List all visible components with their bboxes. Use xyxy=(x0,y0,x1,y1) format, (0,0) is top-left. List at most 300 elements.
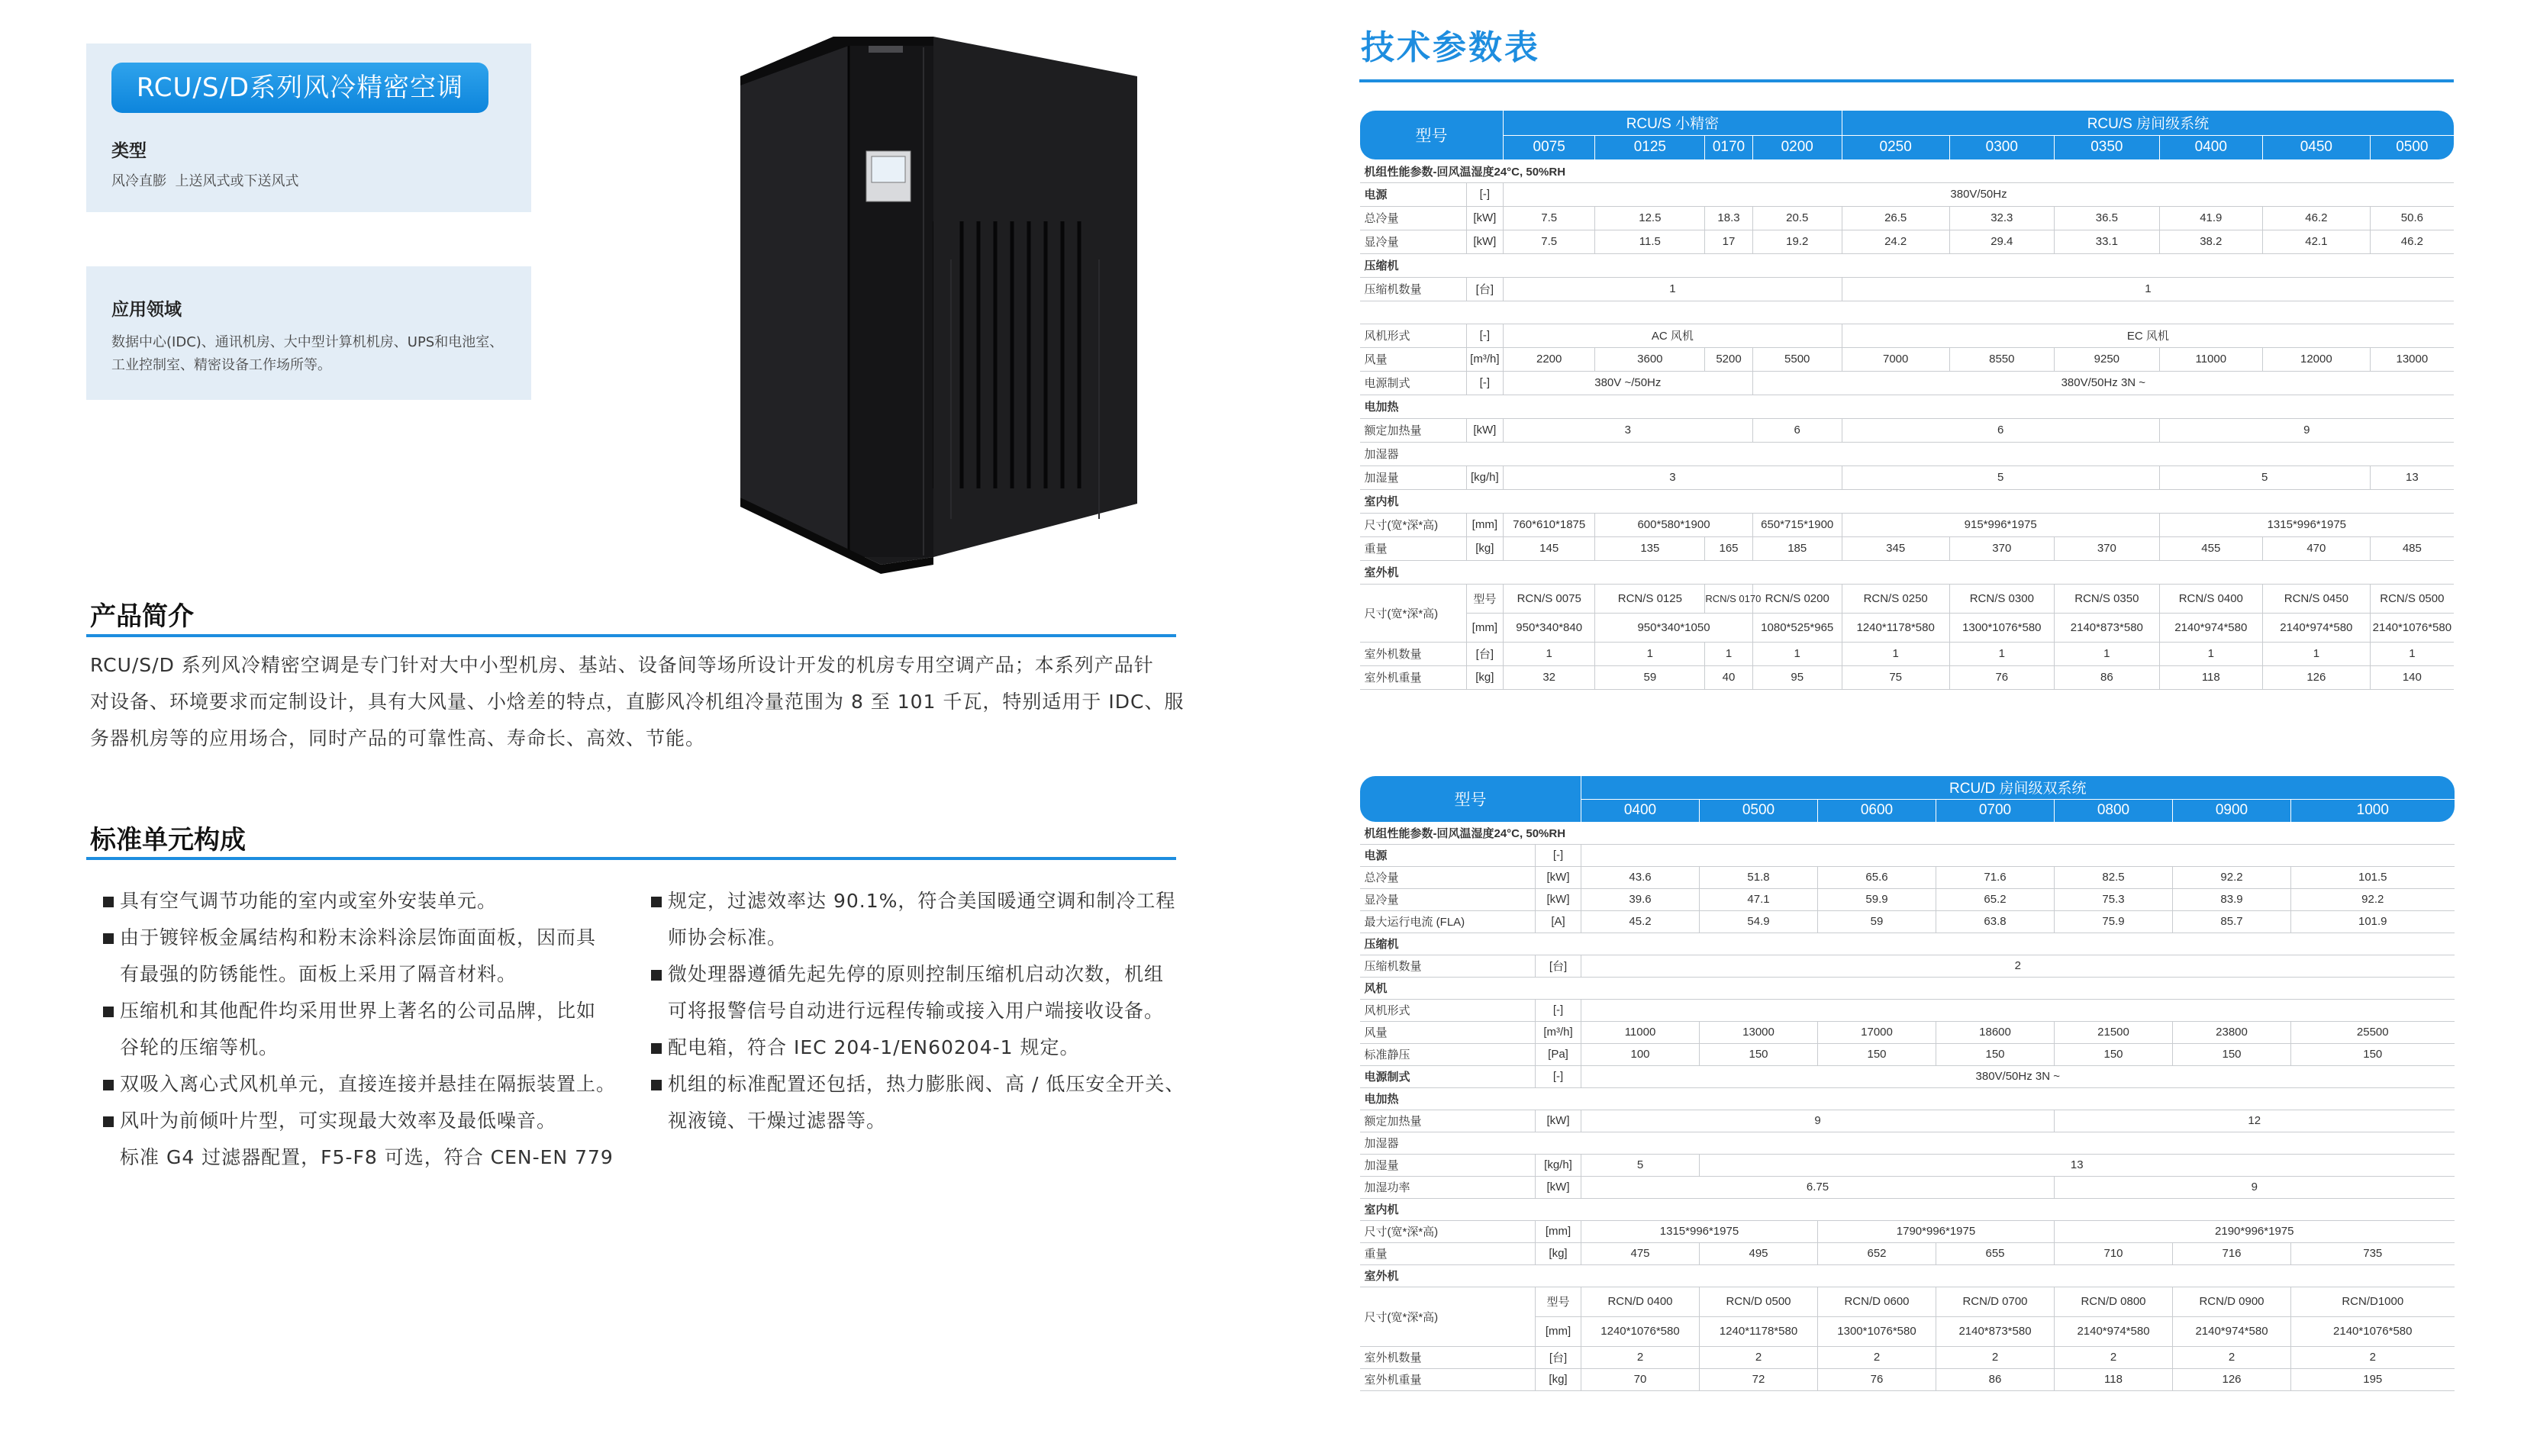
intro-rule xyxy=(86,634,1176,637)
cell: 1315*996*1975 xyxy=(1581,1220,1818,1242)
section-row: 加湿器 xyxy=(1360,1132,2455,1154)
cell: 600*580*1900 xyxy=(1595,513,1752,536)
model-col: 0400 xyxy=(2159,135,2262,159)
cell: 8550 xyxy=(1949,347,2055,371)
cell: 1240*1076*580 xyxy=(1581,1316,1700,1346)
model-col: 0400 xyxy=(1581,799,1700,822)
group-room: RCU/S 房间级系统 xyxy=(1842,111,2454,135)
row-label: 额定加热量 xyxy=(1360,418,1467,442)
cell: 2 xyxy=(2291,1346,2455,1368)
intro-line-3: 务器机房等的应用场合，同时产品的可靠性高、寿命长、高效、节能。 xyxy=(90,727,706,749)
row-unit: [kW] xyxy=(1536,1110,1581,1132)
cell: 3600 xyxy=(1595,347,1705,371)
cell: 126 xyxy=(2262,665,2370,689)
spacer-row xyxy=(1360,301,2455,324)
row-label: 重量 xyxy=(1360,1242,1536,1264)
row-label: 加湿量 xyxy=(1360,1154,1536,1176)
cell: 46.2 xyxy=(2370,230,2454,253)
model-col: 1000 xyxy=(2291,799,2455,822)
application-line-1: 数据中心(IDC)、通讯机房、大中型计算机机房、UPS和电池室、 xyxy=(111,334,504,350)
row-label: 重量 xyxy=(1360,536,1467,560)
cell: 12 xyxy=(2055,1110,2455,1132)
cell: 370 xyxy=(2055,536,2160,560)
std-item: 双吸入离心式风机单元，直接连接并悬挂在隔振装置上。 xyxy=(103,1066,637,1103)
std-item: 规定，过滤效率达 90.1%，符合美国暖通空调和制冷工程 xyxy=(651,883,1185,920)
cell: 101.9 xyxy=(2291,910,2455,933)
cell: RCN/D 0400 xyxy=(1581,1287,1700,1316)
cell: 145 xyxy=(1504,536,1595,560)
cell: 915*996*1975 xyxy=(1842,513,2159,536)
cell: 150 xyxy=(1700,1043,1818,1065)
cell: RCN/S 0450 xyxy=(2262,584,2370,613)
cell: 1 xyxy=(1504,642,1595,665)
model-col: 0200 xyxy=(1752,135,1842,159)
cell: 38.2 xyxy=(2159,230,2262,253)
row-unit: [kW] xyxy=(1466,206,1503,230)
group-small: RCU/S 小精密 xyxy=(1504,111,1842,135)
section-row: 电加热 xyxy=(1360,1087,2455,1110)
cell: 51.8 xyxy=(1700,866,1818,888)
cell: RCN/S 0250 xyxy=(1842,584,1949,613)
std-item: 由于镀锌板金属结构和粉末涂料涂层饰面面板，因而具 xyxy=(103,920,637,956)
cell: 26.5 xyxy=(1842,206,1949,230)
std-item: 有最强的防锈能性。面板上采用了隔音材料。 xyxy=(120,963,517,985)
cell: 12000 xyxy=(2262,347,2370,371)
row-label: 显冷量 xyxy=(1360,888,1536,910)
cell: 6 xyxy=(1842,418,2159,442)
model-col: 0700 xyxy=(1936,799,2055,822)
row-unit: [-] xyxy=(1466,371,1503,395)
std-item: 风叶为前倾叶片型，可实现最大效率及最低噪音。 xyxy=(103,1103,637,1139)
model-header: 型号 xyxy=(1360,111,1504,159)
cell: 650*715*1900 xyxy=(1752,513,1842,536)
cell: RCN/D 0900 xyxy=(2173,1287,2291,1316)
row-unit: 型号 xyxy=(1536,1287,1581,1316)
row-unit: [台] xyxy=(1536,1346,1581,1368)
cell: 13 xyxy=(1700,1154,2455,1176)
cell: 950*340*1050 xyxy=(1595,613,1752,642)
cell: 1 xyxy=(1842,642,1949,665)
spec-table-rcu-d xyxy=(1359,776,2455,1391)
row-label: 尺寸(宽*深*高) xyxy=(1360,584,1467,642)
row-label: 最大运行电流 (FLA) xyxy=(1360,910,1536,933)
cell: 195 xyxy=(2291,1368,2455,1390)
cell: RCN/S 0500 xyxy=(2370,584,2454,613)
model-col: 0500 xyxy=(2370,135,2454,159)
row-unit: [m³/h] xyxy=(1536,1021,1581,1043)
cell: 950*340*840 xyxy=(1504,613,1595,642)
row-label: 总冷量 xyxy=(1360,206,1467,230)
cell: 65.2 xyxy=(1936,888,2055,910)
row-unit: [-] xyxy=(1466,324,1503,347)
cell: 1300*1076*580 xyxy=(1949,613,2055,642)
cell: 370 xyxy=(1949,536,2055,560)
cell: 150 xyxy=(2173,1043,2291,1065)
row-label: 电源 xyxy=(1360,182,1467,206)
cell: 2 xyxy=(2055,1346,2173,1368)
cell: 19.2 xyxy=(1752,230,1842,253)
row-label: 压缩机数量 xyxy=(1360,277,1467,301)
cell: 1 xyxy=(2055,642,2160,665)
cell: 1240*1178*580 xyxy=(1842,613,1949,642)
cell: 65.6 xyxy=(1818,866,1936,888)
cell: 42.1 xyxy=(2262,230,2370,253)
std-col-1 xyxy=(103,883,637,1176)
std-item: 视液镜、干燥过滤器等。 xyxy=(668,1110,887,1132)
cell: 1080*525*965 xyxy=(1752,613,1842,642)
std-item: 谷轮的压缩等机。 xyxy=(120,1036,279,1058)
cell: RCN/S 0170 xyxy=(1705,584,1752,613)
cell: 18.3 xyxy=(1705,206,1752,230)
cell: 1 xyxy=(1705,642,1752,665)
row-unit: [mm] xyxy=(1536,1220,1581,1242)
std-item: 微处理器遵循先起先停的原则控制压缩机启动次数，机组 xyxy=(651,956,1185,993)
row-label: 尺寸(宽*深*高) xyxy=(1360,1287,1536,1346)
spec-title-rule xyxy=(1359,79,2454,82)
row-unit: [mm] xyxy=(1536,1316,1581,1346)
cell: 95 xyxy=(1752,665,1842,689)
cell: 1 xyxy=(2262,642,2370,665)
cell: 1240*1178*580 xyxy=(1700,1316,1818,1346)
group-double: RCU/D 房间级双系统 xyxy=(1581,776,2455,799)
row-unit: [-] xyxy=(1536,999,1581,1021)
type-heading: 类型 xyxy=(111,141,147,161)
row-label: 室外机数量 xyxy=(1360,642,1467,665)
cell: 24.2 xyxy=(1842,230,1949,253)
cell: 33.1 xyxy=(2055,230,2160,253)
cell: 2140*974*580 xyxy=(2055,1316,2173,1346)
row-unit: [kg] xyxy=(1536,1368,1581,1390)
model-header: 型号 xyxy=(1360,776,1581,822)
cell: 1315*996*1975 xyxy=(2159,513,2454,536)
cell: 380V/50Hz 3N ~ xyxy=(1752,371,2454,395)
cell: 2140*1076*580 xyxy=(2370,613,2454,642)
row-label: 尺寸(宽*深*高) xyxy=(1360,1220,1536,1242)
cell: 100 xyxy=(1581,1043,1700,1065)
cell: 150 xyxy=(2291,1043,2455,1065)
cell: 45.2 xyxy=(1581,910,1700,933)
cell: 63.8 xyxy=(1936,910,2055,933)
row-label: 室外机重量 xyxy=(1360,665,1467,689)
cell: 485 xyxy=(2370,536,2454,560)
cell: 92.2 xyxy=(2173,866,2291,888)
cell: RCN/S 0400 xyxy=(2159,584,2262,613)
row-label: 标准静压 xyxy=(1360,1043,1536,1065)
type-text: 风冷直膨 上送风式或下送风式 xyxy=(111,173,299,189)
cell: 75.3 xyxy=(2055,888,2173,910)
std-item: 机组的标准配置还包括，热力膨胀阀、高 / 低压安全开关、 xyxy=(651,1066,1185,1103)
cell: RCN/S 0125 xyxy=(1595,584,1705,613)
perf-row: 机组性能参数-回风温湿度24°C, 50%RH xyxy=(1360,159,2455,182)
std-item: 师协会标准。 xyxy=(668,926,788,949)
cell: 11000 xyxy=(2159,347,2262,371)
cell: 2 xyxy=(1581,1346,1700,1368)
cell: 2 xyxy=(1581,955,2455,977)
std-heading: 标准单元构成 xyxy=(90,825,246,855)
row-unit: [-] xyxy=(1536,1065,1581,1087)
row-label: 风机形式 xyxy=(1360,999,1536,1021)
cell: 50.6 xyxy=(2370,206,2454,230)
cell: 3 xyxy=(1504,465,1842,489)
cell: 380V ~/50Hz xyxy=(1504,371,1753,395)
cell: 11000 xyxy=(1581,1021,1700,1043)
cell: 475 xyxy=(1581,1242,1700,1264)
row-unit: [kg] xyxy=(1536,1242,1581,1264)
model-col: 0450 xyxy=(2262,135,2370,159)
cell: 92.2 xyxy=(2291,888,2455,910)
cell: 46.2 xyxy=(2262,206,2370,230)
cell: 345 xyxy=(1842,536,1949,560)
cell: 118 xyxy=(2055,1368,2173,1390)
cell: 39.6 xyxy=(1581,888,1700,910)
cell: 7.5 xyxy=(1504,230,1595,253)
cell: 1 xyxy=(1842,277,2454,301)
cell: 5 xyxy=(2159,465,2370,489)
row-label: 加湿量 xyxy=(1360,465,1467,489)
cell: 2140*974*580 xyxy=(2173,1316,2291,1346)
cell: 6.75 xyxy=(1581,1176,2055,1198)
cell: 75 xyxy=(1842,665,1949,689)
cell: 25500 xyxy=(2291,1021,2455,1043)
cell: 185 xyxy=(1752,536,1842,560)
cell: 470 xyxy=(2262,536,2370,560)
row-unit: [-] xyxy=(1536,844,1581,866)
cell: 2140*1076*580 xyxy=(2291,1316,2455,1346)
cell: 32.3 xyxy=(1949,206,2055,230)
cell: 76 xyxy=(1949,665,2055,689)
row-unit: [台] xyxy=(1466,642,1503,665)
cell: 710 xyxy=(2055,1242,2173,1264)
std-rule xyxy=(86,857,1176,860)
cell: 86 xyxy=(2055,665,2160,689)
model-col: 0125 xyxy=(1595,135,1705,159)
cell: 21500 xyxy=(2055,1021,2173,1043)
cell: EC 风机 xyxy=(1842,324,2454,347)
cell: 36.5 xyxy=(2055,206,2160,230)
cell: 59.9 xyxy=(1818,888,1936,910)
intro-heading: 产品简介 xyxy=(90,601,194,632)
cell: 18600 xyxy=(1936,1021,2055,1043)
row-unit: [kg/h] xyxy=(1466,465,1503,489)
cell: RCN/S 0200 xyxy=(1752,584,1842,613)
cell: 70 xyxy=(1581,1368,1700,1390)
cell: 1 xyxy=(1752,642,1842,665)
intro-line-2: 对设备、环境要求而定制设计，具有大风量、小焓差的特点，直膨风冷机组冷量范围为 8 至 101 千瓦，特别适用于 IDC、服 xyxy=(90,691,1185,713)
perf-row: 机组性能参数-回风温湿度24°C, 50%RH xyxy=(1360,822,2455,844)
row-unit: [kW] xyxy=(1466,418,1503,442)
row-label: 风量 xyxy=(1360,1021,1536,1043)
cell xyxy=(1581,999,2455,1021)
cell: 13000 xyxy=(1700,1021,1818,1043)
cell: 5500 xyxy=(1752,347,1842,371)
section-row: 压缩机 xyxy=(1360,253,2455,277)
section-row: 室外机 xyxy=(1360,1264,2455,1287)
spec-table-rcu-s xyxy=(1359,111,2454,690)
cell: 76 xyxy=(1818,1368,1936,1390)
cell: 82.5 xyxy=(2055,866,2173,888)
cell: 23800 xyxy=(2173,1021,2291,1043)
cell: 20.5 xyxy=(1752,206,1842,230)
application-line-2: 工业控制室、精密设备工作场所等。 xyxy=(111,357,331,373)
cell: RCN/D1000 xyxy=(2291,1287,2455,1316)
cell: 13 xyxy=(2370,465,2454,489)
row-unit: [kg] xyxy=(1466,665,1503,689)
cell: 86 xyxy=(1936,1368,2055,1390)
cell: 6 xyxy=(1752,418,1842,442)
row-unit: 型号 xyxy=(1466,584,1503,613)
row-unit: [Pa] xyxy=(1536,1043,1581,1065)
cell: 495 xyxy=(1700,1242,1818,1264)
row-unit: [台] xyxy=(1466,277,1503,301)
row-unit: [kW] xyxy=(1536,888,1581,910)
cell: 11.5 xyxy=(1595,230,1705,253)
section-row: 加湿器 xyxy=(1360,442,2455,465)
cell: 1300*1076*580 xyxy=(1818,1316,1936,1346)
section-row: 室内机 xyxy=(1360,1198,2455,1220)
cell: RCN/D 0700 xyxy=(1936,1287,2055,1316)
cell: 150 xyxy=(1936,1043,2055,1065)
row-unit: [m³/h] xyxy=(1466,347,1503,371)
cell: 9 xyxy=(2159,418,2454,442)
cell: 72 xyxy=(1700,1368,1818,1390)
model-col: 0075 xyxy=(1504,135,1595,159)
cell: 17000 xyxy=(1818,1021,1936,1043)
section-row: 室内机 xyxy=(1360,489,2455,513)
row-label: 电源制式 xyxy=(1360,371,1467,395)
cell: 2140*873*580 xyxy=(2055,613,2160,642)
application-heading: 应用领域 xyxy=(111,300,182,320)
cell: 59 xyxy=(1818,910,1936,933)
cell: 1 xyxy=(1504,277,1842,301)
row-unit: [kW] xyxy=(1536,1176,1581,1198)
cell: 85.7 xyxy=(2173,910,2291,933)
cell: 2 xyxy=(2173,1346,2291,1368)
cell: 1 xyxy=(1595,642,1705,665)
cell xyxy=(1581,844,2455,866)
cell: 2 xyxy=(1818,1346,1936,1368)
cell: RCN/D 0600 xyxy=(1818,1287,1936,1316)
cell: 1 xyxy=(2159,642,2262,665)
cell: RCN/S 0075 xyxy=(1504,584,1595,613)
cell: 13000 xyxy=(2370,347,2454,371)
cell: 71.6 xyxy=(1936,866,2055,888)
cell: 165 xyxy=(1705,536,1752,560)
cell: 7.5 xyxy=(1504,206,1595,230)
model-col: 0300 xyxy=(1949,135,2055,159)
cell: 101.5 xyxy=(2291,866,2455,888)
cell: 126 xyxy=(2173,1368,2291,1390)
row-label: 加湿功率 xyxy=(1360,1176,1536,1198)
cell: 655 xyxy=(1936,1242,2055,1264)
section-row: 室外机 xyxy=(1360,560,2455,584)
cell: 1 xyxy=(1949,642,2055,665)
cell: 5 xyxy=(1842,465,2159,489)
cell: 83.9 xyxy=(2173,888,2291,910)
row-label: 尺寸(宽*深*高) xyxy=(1360,513,1467,536)
cell: 7000 xyxy=(1842,347,1949,371)
product-name-pill: RCU/S/D系列风冷精密空调 xyxy=(111,63,488,113)
row-unit: [mm] xyxy=(1466,613,1503,642)
cell: 135 xyxy=(1595,536,1705,560)
cell: 5200 xyxy=(1705,347,1752,371)
cell: RCN/D 0800 xyxy=(2055,1287,2173,1316)
cell: 735 xyxy=(2291,1242,2455,1264)
section-row: 电加热 xyxy=(1360,395,2455,418)
cell: 1790*996*1975 xyxy=(1818,1220,2055,1242)
model-col: 0500 xyxy=(1700,799,1818,822)
model-col: 0900 xyxy=(2173,799,2291,822)
cell: RCN/S 0300 xyxy=(1949,584,2055,613)
cell: 59 xyxy=(1595,665,1705,689)
cell: 118 xyxy=(2159,665,2262,689)
cell: 29.4 xyxy=(1949,230,2055,253)
row-label: 额定加热量 xyxy=(1360,1110,1536,1132)
row-label: 风量 xyxy=(1360,347,1467,371)
cell: RCN/D 0500 xyxy=(1700,1287,1818,1316)
cell: 760*610*1875 xyxy=(1504,513,1595,536)
row-unit: [台] xyxy=(1536,955,1581,977)
cell: 2140*873*580 xyxy=(1936,1316,2055,1346)
cell: 2140*974*580 xyxy=(2262,613,2370,642)
row-unit: [-] xyxy=(1466,182,1503,206)
cell: 380V/50Hz 3N ~ xyxy=(1581,1065,2455,1087)
row-label: 室外机重量 xyxy=(1360,1368,1536,1390)
cell: 9250 xyxy=(2055,347,2160,371)
intro-line-1: RCU/S/D 系列风冷精密空调是专门针对大中小型机房、基站、设备间等场所设计开发的机房专用空调产品；本系列产品针 xyxy=(90,654,1154,676)
cell: 32 xyxy=(1504,665,1595,689)
cell: 455 xyxy=(2159,536,2262,560)
row-unit: [kg] xyxy=(1466,536,1503,560)
cell: 1 xyxy=(2370,642,2454,665)
cell: 150 xyxy=(2055,1043,2173,1065)
std-item: 具有空气调节功能的室内或室外安装单元。 xyxy=(103,883,637,920)
row-unit: [kW] xyxy=(1466,230,1503,253)
std-item: 可将报警信号自动进行远程传输或接入用户端接收设备。 xyxy=(668,1000,1165,1022)
cell: 2 xyxy=(1936,1346,2055,1368)
row-label: 总冷量 xyxy=(1360,866,1536,888)
cell: 716 xyxy=(2173,1242,2291,1264)
row-label: 风机形式 xyxy=(1360,324,1467,347)
cell: 3 xyxy=(1504,418,1753,442)
cell: 12.5 xyxy=(1595,206,1705,230)
row-label: 电源制式 xyxy=(1360,1065,1536,1087)
model-col: 0800 xyxy=(2055,799,2173,822)
row-label: 电源 xyxy=(1360,844,1536,866)
cell: 47.1 xyxy=(1700,888,1818,910)
spec-title: 技术参数表 xyxy=(1361,28,1540,67)
cell: 75.9 xyxy=(2055,910,2173,933)
std-item: 标准 G4 过滤器配置，F5-F8 可选，符合 CEN-EN 779 xyxy=(120,1146,614,1168)
cell: 380V/50Hz xyxy=(1504,182,2454,206)
product-cabinet-image xyxy=(733,31,1145,580)
cell: 43.6 xyxy=(1581,866,1700,888)
row-unit: [mm] xyxy=(1466,513,1503,536)
cell: 9 xyxy=(1581,1110,2055,1132)
cell: 9 xyxy=(2055,1176,2455,1198)
row-unit: [kg/h] xyxy=(1536,1154,1581,1176)
cell: 40 xyxy=(1705,665,1752,689)
section-row: 压缩机 xyxy=(1360,933,2455,955)
std-item: 配电箱，符合 IEC 204-1/EN60204-1 规定。 xyxy=(651,1029,1185,1066)
cell: 17 xyxy=(1705,230,1752,253)
row-unit: [A] xyxy=(1536,910,1581,933)
cell: RCN/S 0350 xyxy=(2055,584,2160,613)
model-col: 0350 xyxy=(2055,135,2160,159)
cell: 140 xyxy=(2370,665,2454,689)
cell: AC 风机 xyxy=(1504,324,1842,347)
std-item: 压缩机和其他配件均采用世界上著名的公司品牌，比如 xyxy=(103,993,637,1029)
model-col: 0250 xyxy=(1842,135,1949,159)
